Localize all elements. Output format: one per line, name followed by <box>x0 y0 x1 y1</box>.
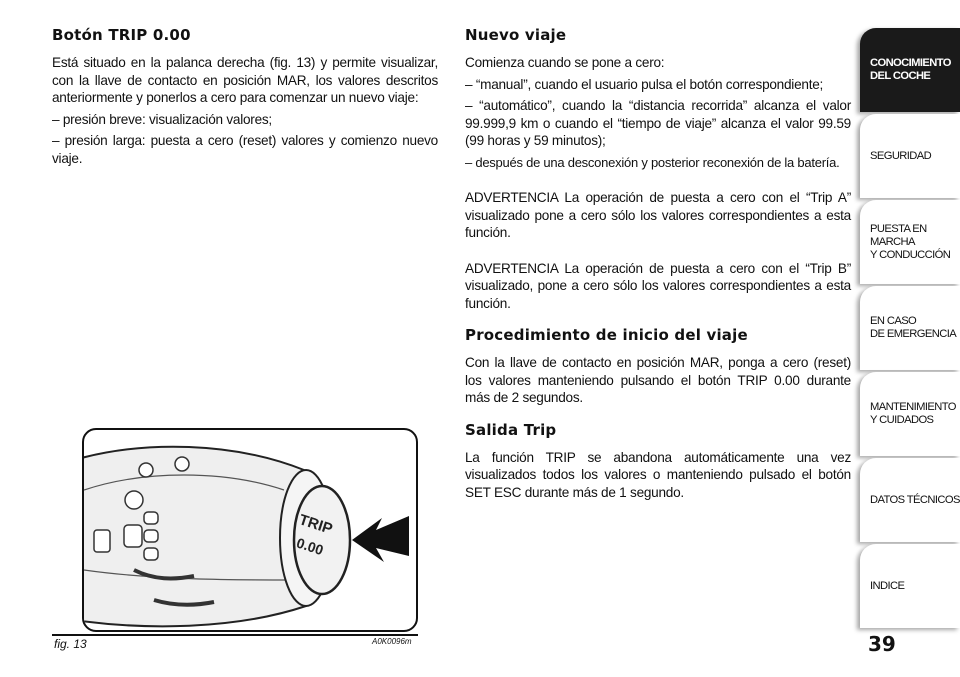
section-heading-trip-button: Botón TRIP 0.00 <box>52 26 191 44</box>
new-trip-battery: – después de una desconexión y posterior reconexión de la batería. <box>465 154 840 170</box>
trip-button-text-1: TRIP <box>296 511 335 538</box>
new-trip-automatic: – “automático”, cuando la “distancia recorrida” alcanza el valor 99.999,9 km o cuando el “tiempo de viaje” alcanza el valor 99.59 (99 horas y 59 minutos); <box>465 98 851 148</box>
tab-puesta-en-marcha[interactable]: PUESTA EN MARCHA Y CONDUCCIÓN <box>860 200 960 284</box>
sidebar-tabs <box>860 28 960 618</box>
figure-code: A0K0096m <box>372 637 412 646</box>
short-press-item: – presión breve: visualización valores; <box>52 111 272 127</box>
section-heading-trip-exit: Salida Trip <box>465 420 557 439</box>
figure-caption: fig. 13 <box>54 637 87 651</box>
new-trip-intro: Comienza cuando se pone a cero: <box>465 55 665 70</box>
left-column <box>52 26 438 171</box>
warning-trip-b: ADVERTENCIA La operación de puesta a cero con el “Trip B” visualizado, pone a cero sólo los valores correspondientes a esta función. <box>465 260 851 311</box>
right-column <box>465 26 851 505</box>
procedure-text: Con la llave de contacto en posición MAR, ponga a cero (reset) los valores manteniendo pulsando el botón TRIP 0.00 durante más de 2 segundos. <box>465 355 851 405</box>
section-heading-procedure: Procedimiento de inicio del viaje <box>465 326 748 344</box>
tab-seguridad[interactable]: SEGURIDAD <box>860 114 960 198</box>
new-trip-manual: – “manual”, cuando el usuario pulsa el botón correspondiente; <box>465 76 824 92</box>
figure-13-frame <box>82 428 418 632</box>
trip-button-description: Está situado en la palanca derecha (fig. 13) y permite visualizar, con la llave de contacto en posición MAR, los valores descritos anteriormente y ponerlos a cero para comenzar un nuevo viaje: <box>52 55 438 105</box>
tab-conocimiento[interactable]: CONOCIMIENTO DEL COCHE <box>860 28 960 112</box>
arrow-icon <box>352 516 409 562</box>
page-number: 39 <box>868 632 896 656</box>
stalk-illustration <box>84 430 416 630</box>
tab-mantenimiento[interactable]: MANTENIMIENTO Y CUIDADOS <box>860 372 960 456</box>
section-heading-new-trip: Nuevo viaje <box>465 26 567 44</box>
warning-trip-a: ADVERTENCIA La operación de puesta a cero con el “Trip A” visualizado pone a cero sólo los valores correspondientes a esta función. <box>465 190 851 240</box>
tab-datos-tecnicos[interactable]: DATOS TÉCNICOS <box>860 458 960 542</box>
long-press-item: – presión larga: puesta a cero (reset) valores y comienzo nuevo viaje. <box>52 133 438 166</box>
tab-indice[interactable]: INDICE <box>860 544 960 628</box>
figure-rule <box>52 634 418 636</box>
trip-button-text-2: 0.00 <box>294 534 326 559</box>
trip-exit-text: La función TRIP se abandona automáticamente una vez visualizados todos los valores o manteniendo pulsado el botón SET ESC durante más de 1 segundo. <box>465 449 851 500</box>
tab-emergencia[interactable]: EN CASO DE EMERGENCIA <box>860 286 960 370</box>
